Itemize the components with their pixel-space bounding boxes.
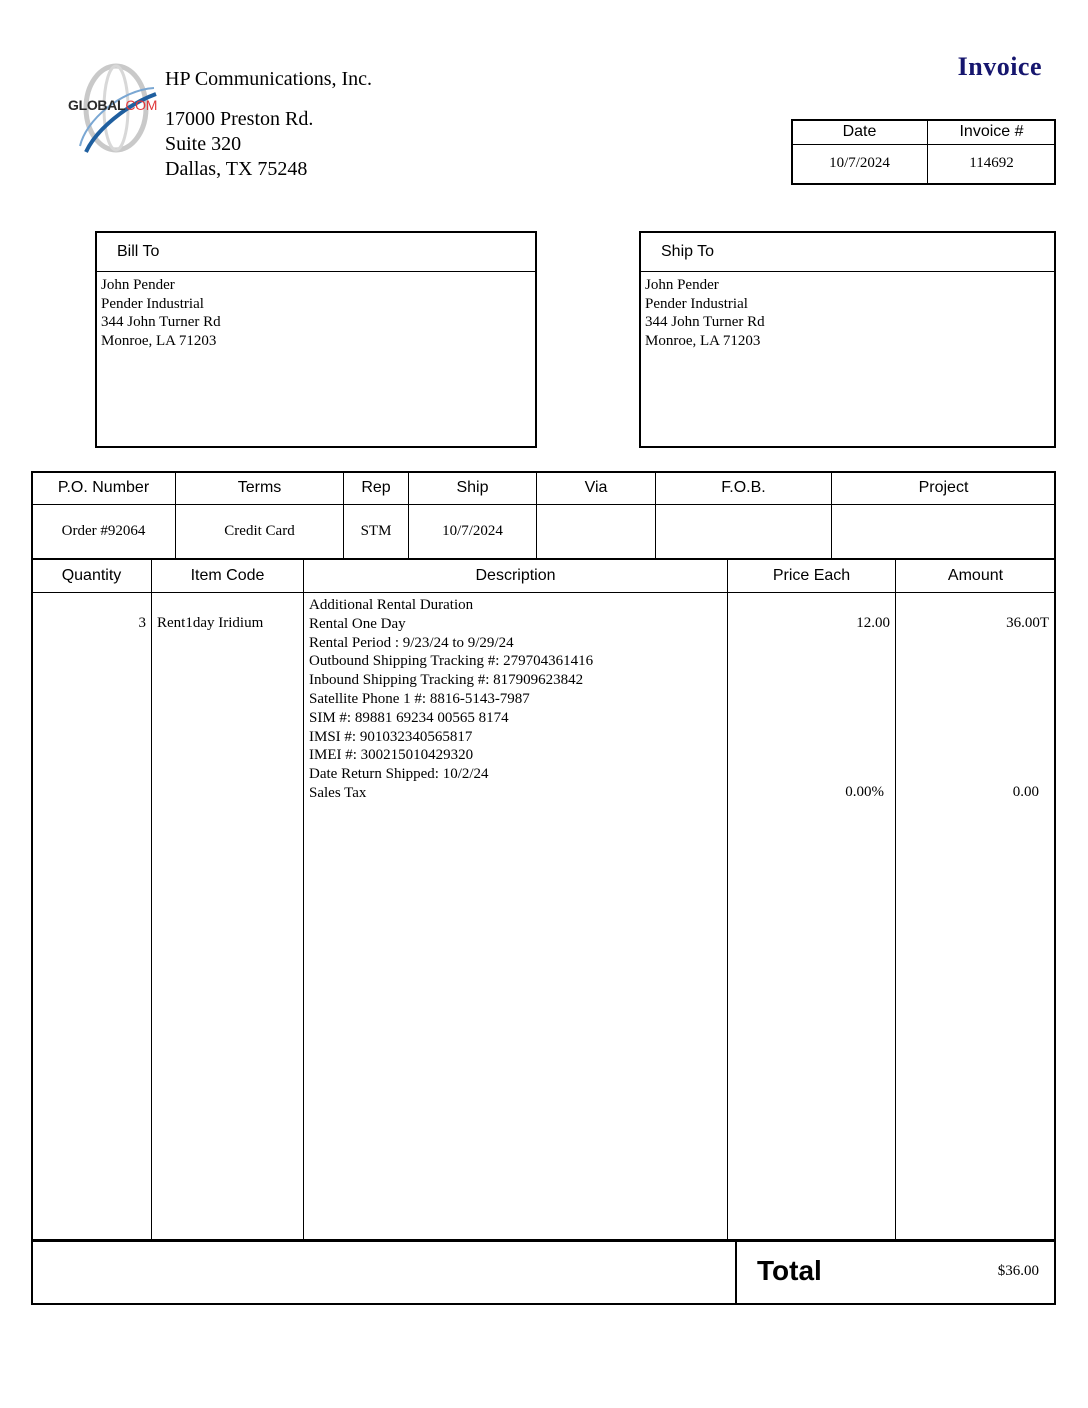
rep: STM — [360, 523, 392, 539]
project-header: Project — [918, 479, 969, 496]
ship-to-line: John Pender — [645, 277, 719, 293]
description-line: IMSI #: 901032340565817 — [309, 728, 473, 745]
description-line: Sales Tax — [309, 784, 367, 801]
date-header: Date — [842, 123, 877, 140]
total-label: Total — [757, 1255, 822, 1286]
terms: Credit Card — [224, 523, 295, 539]
rep-header: Rep — [361, 479, 391, 496]
description-line: Rental One Day — [309, 615, 406, 632]
ship-to-line: 344 John Turner Rd — [645, 314, 765, 331]
via-header: Via — [584, 479, 608, 496]
terms-header: Terms — [237, 479, 282, 496]
item-amount: 36.00T — [1006, 615, 1049, 631]
ship-to-line: Monroe, LA 71203 — [645, 333, 761, 350]
item-price-each: 12.00 — [856, 615, 890, 631]
ship-to-header: Ship To — [661, 243, 715, 260]
sales-tax-rate: 0.00% — [845, 784, 884, 800]
bill-to-line: Monroe, LA 71203 — [101, 333, 217, 350]
invoice-date: 10/7/2024 — [829, 155, 890, 171]
quantity-header: Quantity — [61, 567, 122, 584]
bill-to-header: Bill To — [117, 243, 160, 260]
description-line: SIM #: 89881 69234 00565 8174 — [309, 709, 509, 726]
price-each-header: Price Each — [772, 567, 851, 584]
invoice-title: Invoice — [957, 52, 1042, 81]
bill-to-line: Pender Industrial — [101, 295, 204, 312]
company-address-line: 17000 Preston Rd. — [165, 108, 314, 130]
invoice-number-header: Invoice # — [959, 123, 1024, 140]
invoice-number: 114692 — [969, 155, 1014, 171]
ship-date: 10/7/2024 — [442, 523, 503, 539]
description-line: Inbound Shipping Tracking #: 817909623842 — [309, 672, 584, 689]
description-line: Satellite Phone 1 #: 8816-5143-7987 — [309, 690, 530, 707]
bill-to-address — [101, 276, 221, 351]
sales-tax-amount: 0.00 — [1012, 784, 1039, 800]
ship-to-line: Pender Industrial — [645, 295, 748, 312]
po-number: Order #92064 — [61, 523, 146, 539]
total-amount: $36.00 — [997, 1263, 1039, 1279]
ship-to-address — [645, 276, 765, 351]
item-description — [309, 596, 593, 803]
po-number-header: P.O. Number — [57, 479, 150, 496]
description-line: Outbound Shipping Tracking #: 279704361416 — [309, 653, 594, 670]
item-code-header: Item Code — [190, 567, 265, 584]
item-code: Rent1day Iridium — [157, 615, 264, 631]
description-header: Description — [475, 567, 556, 584]
company-address-line: Dallas, TX 75248 — [165, 158, 308, 180]
ship-header: Ship — [456, 479, 489, 496]
description-line: IMEI #: 300215010429320 — [309, 747, 474, 764]
description-line: Date Return Shipped: 10/2/24 — [309, 766, 489, 783]
company-logo — [66, 60, 160, 160]
logo-wordmark: GLOBALCOM — [68, 97, 158, 113]
description-line: Additional Rental Duration — [309, 597, 474, 613]
company-name: HP Communications, Inc. — [165, 68, 373, 90]
company-address-line: Suite 320 — [165, 133, 242, 155]
amount-header: Amount — [947, 567, 1004, 584]
item-quantity: 3 — [138, 615, 146, 631]
bill-to-line: John Pender — [101, 277, 175, 293]
description-line: Rental Period : 9/23/24 to 9/29/24 — [309, 634, 514, 651]
fob-header: F.O.B. — [721, 479, 766, 496]
bill-to-line: 344 John Turner Rd — [101, 314, 221, 331]
